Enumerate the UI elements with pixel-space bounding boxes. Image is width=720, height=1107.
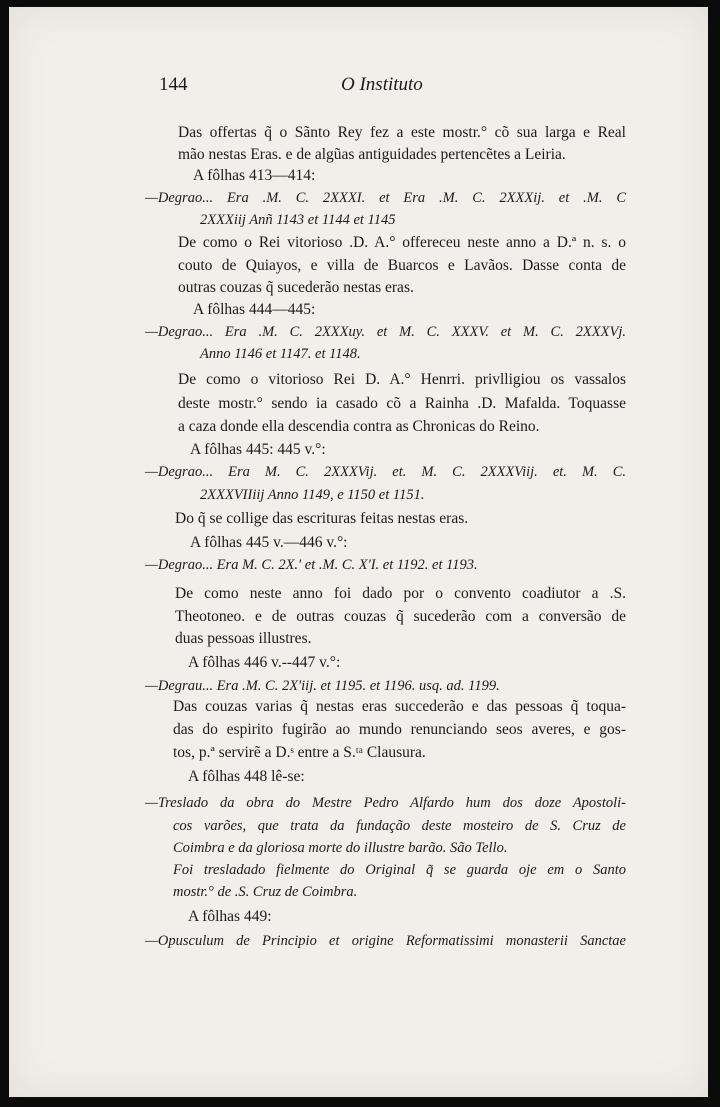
text-line: couto de Quiayos, e villa de Buarcos e Lavãos. Dasse conta de [178, 257, 626, 274]
folio-heading: A fôlhas 413—414: [193, 167, 316, 184]
page-number: 144 [159, 74, 188, 95]
treslado-line: cos varões, que trata da fundação deste mosteiro de S. Cruz de [173, 818, 626, 834]
text-line: deste mostr.° sendo ia casado cõ a Rainha .D. Mafalda. Toquasse [178, 395, 626, 412]
treslado-line: Foi tresladado fielmente do Original q̃ se guarda oje em o Santo [173, 862, 626, 878]
folio-heading: A fôlhas 445 v.—446 v.°: [190, 534, 348, 551]
folio-heading: A fôlhas 449: [188, 908, 272, 925]
text-line: mão nestas Eras. e de algũas antiguidades pertencẽtes a Leiria. [178, 146, 566, 163]
degrao-line: —Degrao... Era .M. C. 2XXXuy. et M. C. XXXV. et M. C. 2XXXVj. [145, 324, 626, 340]
degrao-line: Anno 1146 et 1147. et 1148. [200, 346, 361, 362]
degrao-line: —Degrao... Era M. C. 2XXXVij. et. M. C. 2XXXViij. et. M. C. [145, 464, 626, 480]
degrao-line: —Degrao... Era .M. C. 2XXXI. et Era .M. C. 2XXXij. et .M. C [145, 190, 626, 206]
text-line: duas pessoas illustres. [175, 630, 312, 647]
folio-heading: A fôlhas 444—445: [193, 301, 316, 318]
degrao-line: 2XXXVIIiij Anno 1149, e 1150 et 1151. [200, 487, 425, 503]
opusculum-line: —Opusculum de Principio et origine Reformatissimi monasterii Sanctae [145, 933, 626, 949]
text-line: a caza donde ella descendia contra as Chronicas do Reino. [178, 418, 540, 435]
text-line: outras couzas q̃ sucederão nestas eras. [178, 279, 414, 296]
text-line: das do espirito fugirão ao mundo renunciando seos averes, e gos- [173, 721, 626, 738]
text-line: De como neste anno foi dado por o convento coadiutor a .S. [175, 585, 626, 602]
degrao-line: —Degrau... Era .M. C. 2X'iij. et 1195. et 1196. usq. ad. 1199. [145, 678, 500, 694]
treslado-line: Coimbra e da gloriosa morte do illustre barão. São Tello. [173, 840, 508, 856]
treslado-line: mostr.° de .S. Cruz de Coimbra. [173, 884, 358, 900]
text-line: Theotoneo. e de outras couzas q̃ sucederão com a conversão de [175, 608, 626, 625]
text-line: Do q̃ se collige das escrituras feitas nestas eras. [175, 510, 469, 527]
degrao-line: 2XXXiij Anñ 1143 et 1144 et 1145 [200, 212, 396, 228]
degrao-line: —Degrao... Era M. C. 2X.' et .M. C. X'I. et 1192. et 1193. [145, 557, 478, 573]
running-head: O Instituto [341, 74, 423, 95]
folio-heading: A fôlhas 445: 445 v.°: [190, 441, 326, 458]
treslado-line: —Treslado da obra do Mestre Pedro Alfardo hum dos doze Apostoli- [145, 795, 626, 811]
text-line: Das couzas varias q̃ nestas eras succederão e das pessoas q̃ toqua- [173, 698, 626, 715]
text-line: Das offertas q̃ o Sãnto Rey fez a este mostr.° cõ sua larga e Real [178, 124, 626, 141]
text-line: De como o Rei vitorioso .D. A.° offereceu neste anno a D.ª n. s. o [178, 234, 626, 251]
text-line: De como o vitorioso Rei D. A.° Henrri. privlligiou os vassalos [178, 371, 626, 388]
text-line: tos, p.ª servirẽ a D.ˢ entre a S.ᵗᵃ Clausura. [173, 744, 426, 761]
folio-heading: A fôlhas 448 lê-se: [188, 768, 305, 785]
folio-heading: A fôlhas 446 v.--447 v.°: [188, 654, 341, 671]
